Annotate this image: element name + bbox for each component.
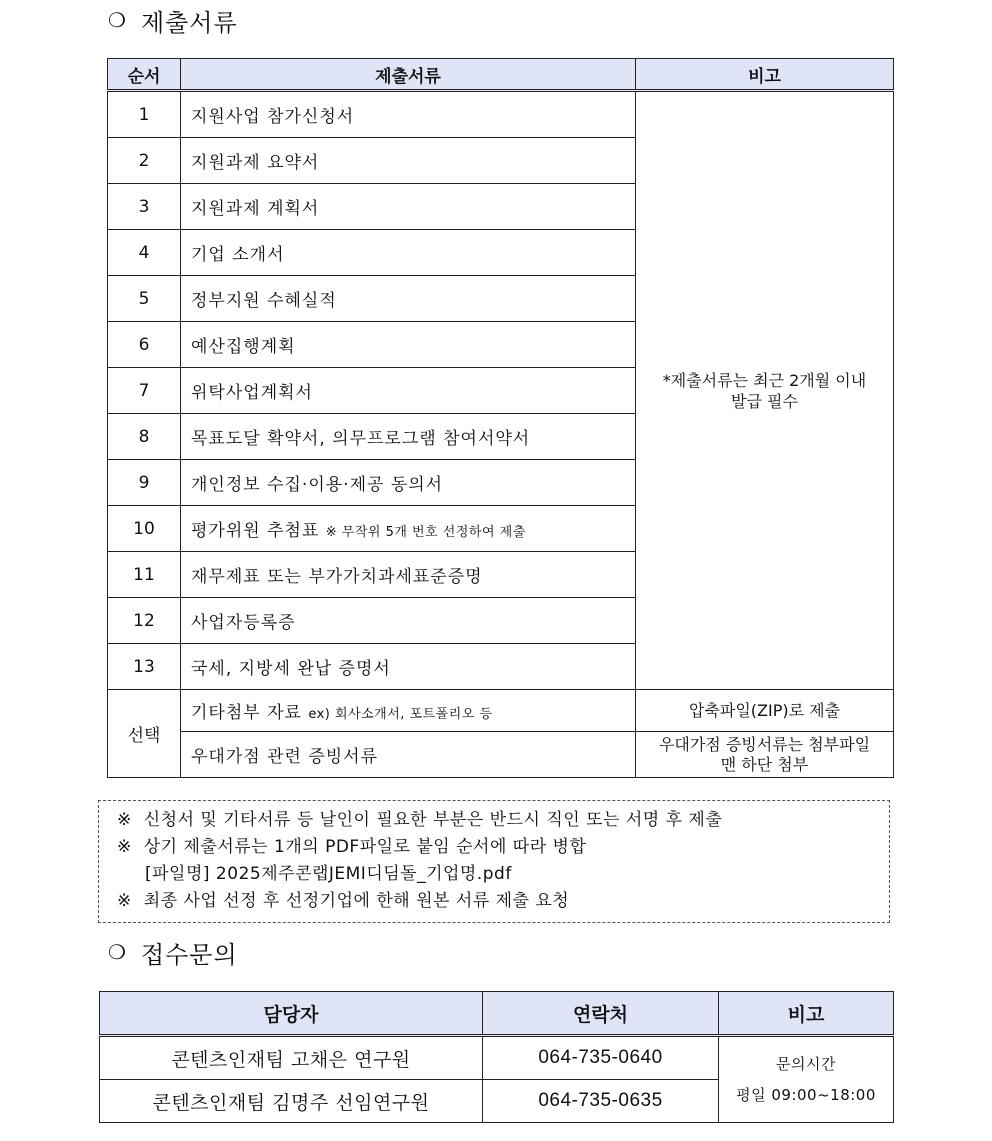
section-title-text: 제출서류 (140, 8, 238, 37)
document-name: 지원사업 참가신청서 (181, 91, 636, 138)
header-document: 제출서류 (181, 59, 636, 91)
row-number: 9 (108, 460, 181, 506)
notice-line (117, 861, 889, 888)
row-number: 1 (108, 91, 181, 138)
header-remark: 비고 (719, 992, 894, 1036)
contact-table (99, 991, 894, 1123)
remark-line: 맨 하단 첨부 (720, 754, 809, 774)
row-number: 12 (108, 598, 181, 644)
document-name-text: 평가위원 추첨표 (191, 521, 320, 541)
document-name: 개인정보 수집·이용·제공 동의서 (181, 460, 636, 506)
header-remark: 비고 (636, 59, 894, 91)
circle-bullet-icon: ❍ (108, 8, 127, 32)
remark-line: 평일 09:00~18:00 (736, 1085, 876, 1104)
inquiry-hours (719, 1036, 894, 1123)
document-name: 목표도달 확약서, 의무프로그램 참여서약서 (181, 414, 636, 460)
remark-line: 문의시간 (776, 1054, 836, 1073)
notice-text: 상기 제출서류는 1개의 PDF파일로 붙임 순서에 따라 병합 (143, 837, 587, 857)
contact-person: 콘텐츠인재팀 김명주 선임연구원 (100, 1080, 483, 1123)
row-number: 5 (108, 276, 181, 322)
optional-remark: 압축파일(ZIP)로 제출 (636, 690, 894, 732)
document-name-text: 기타첨부 자료 (191, 703, 302, 723)
row-number: 4 (108, 230, 181, 276)
row-number: 7 (108, 368, 181, 414)
section-title-inquiry (108, 934, 238, 970)
table-row (108, 91, 894, 138)
document-name: 지원과제 요약서 (181, 138, 636, 184)
notice-text: 최종 사업 선정 후 선정기업에 한해 원본 서류 제출 요청 (143, 891, 570, 911)
document-note: ex) 회사소개서, 포트폴리오 등 (308, 707, 493, 722)
row-number: 13 (108, 644, 181, 690)
document-name: 위탁사업계획서 (181, 368, 636, 414)
table-row (100, 1036, 894, 1080)
row-number: 6 (108, 322, 181, 368)
notice-line (117, 888, 889, 915)
notice-filename: [파일명] 2025제주콘랩JEMI디딤돌_기업명.pdf (145, 864, 512, 884)
main-remark (636, 91, 894, 690)
optional-label: 선택 (108, 690, 181, 778)
reference-mark-icon: ※ (117, 891, 132, 911)
table-header-row (100, 992, 894, 1036)
row-number: 3 (108, 184, 181, 230)
remark-line: 발급 필수 (731, 391, 798, 411)
notice-text: 신청서 및 기타서류 등 날인이 필요한 부분은 반드시 직인 또는 서명 후 제출 (143, 810, 723, 830)
circle-bullet-icon: ❍ (108, 940, 127, 964)
document-name: 재무제표 또는 부가가치과세표준증명 (181, 552, 636, 598)
documents-table (107, 58, 894, 778)
table-header-row (108, 59, 894, 91)
row-number: 2 (108, 138, 181, 184)
document-name: 예산집행계획 (181, 322, 636, 368)
optional-remark (636, 732, 894, 778)
header-no: 순서 (108, 59, 181, 91)
header-phone: 연락처 (483, 992, 719, 1036)
row-number: 11 (108, 552, 181, 598)
reference-mark-icon: ※ (117, 810, 132, 830)
section-title-text: 접수문의 (140, 940, 238, 969)
optional-row (108, 690, 894, 732)
notice-line (117, 807, 889, 834)
document-note: ※ 무작위 5개 번호 선정하여 제출 (325, 525, 526, 540)
row-number: 8 (108, 414, 181, 460)
section-title-documents (108, 2, 238, 38)
document-name: 국세, 지방세 완납 증명서 (181, 644, 636, 690)
notice-box (98, 800, 890, 923)
notice-line (117, 834, 889, 861)
remark-line: 우대가점 증빙서류는 첨부파일 (658, 734, 871, 754)
document-name: 정부지원 수혜실적 (181, 276, 636, 322)
optional-row (108, 732, 894, 778)
document-name: 기업 소개서 (181, 230, 636, 276)
document-name (181, 690, 636, 732)
document-name: 사업자등록증 (181, 598, 636, 644)
contact-phone: 064-735-0640 (483, 1036, 719, 1080)
document-name (181, 506, 636, 552)
contact-person: 콘텐츠인재팀 고채은 연구원 (100, 1036, 483, 1080)
document-name: 지원과제 계획서 (181, 184, 636, 230)
reference-mark-icon: ※ (117, 837, 132, 857)
contact-phone: 064-735-0635 (483, 1080, 719, 1123)
header-person: 담당자 (100, 992, 483, 1036)
remark-line: *제출서류는 최근 2개월 이내 (662, 370, 867, 390)
row-number: 10 (108, 506, 181, 552)
document-name: 우대가점 관련 증빙서류 (181, 732, 636, 778)
